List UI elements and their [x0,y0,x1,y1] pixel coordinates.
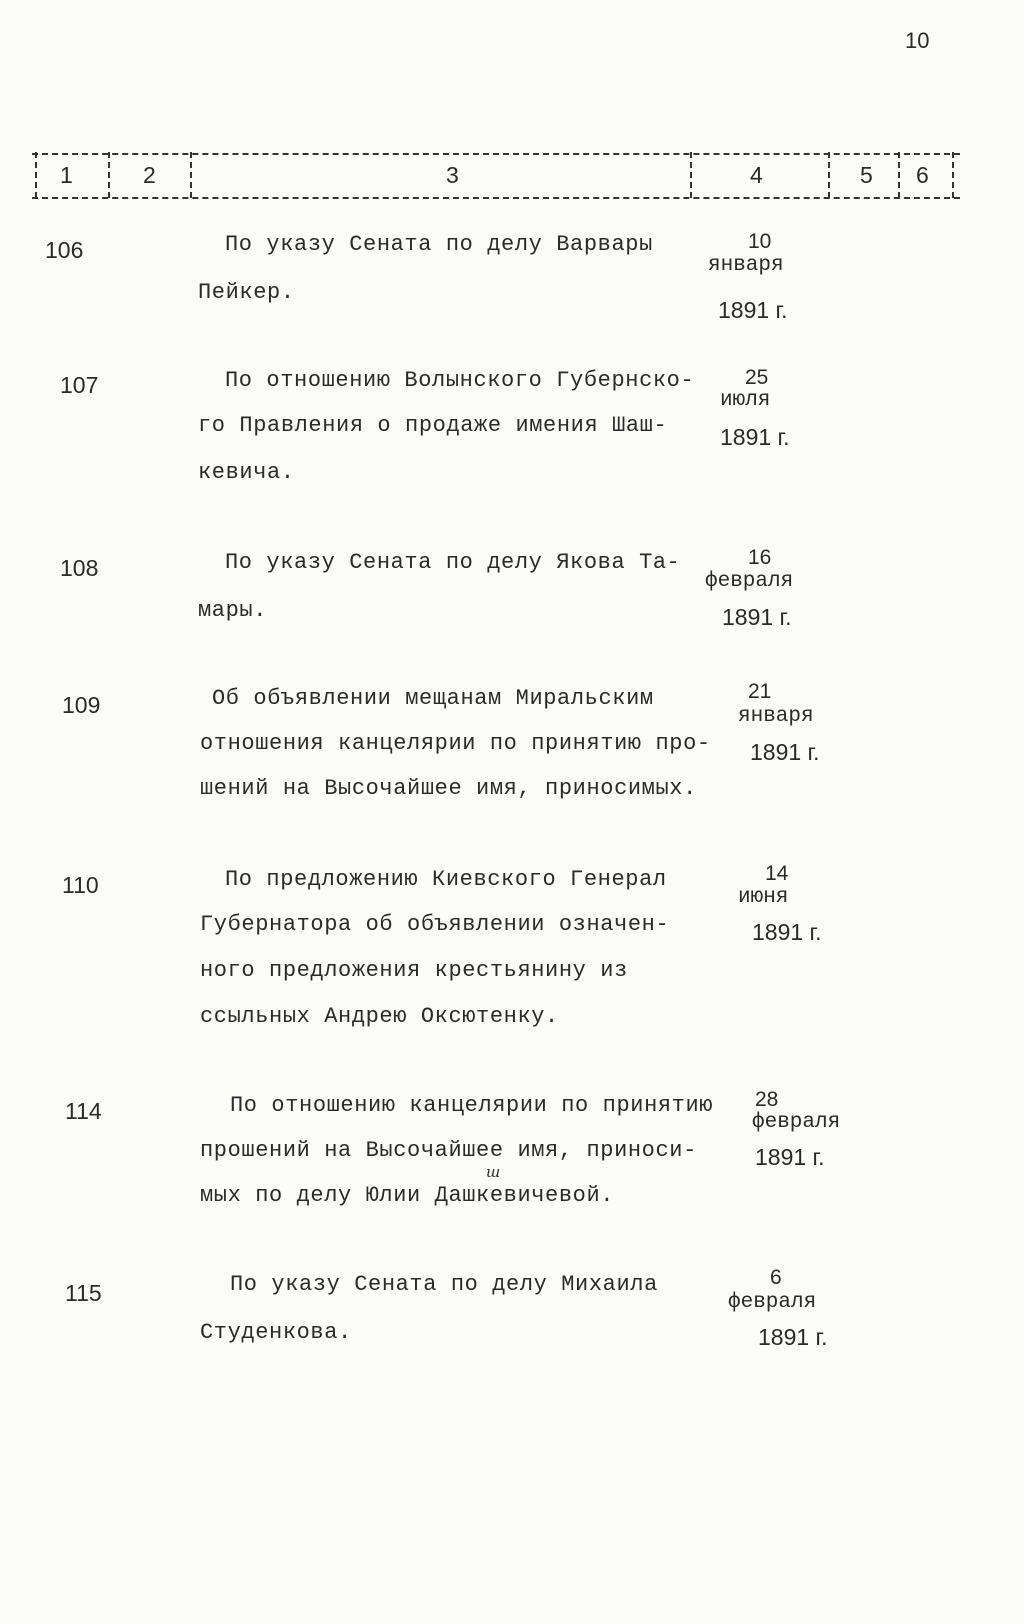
column-divider [190,152,192,198]
entry-date-month: февраля [752,1111,841,1134]
header-bottom-rule [32,197,960,199]
entry-description-line: прошений на Высочайшее имя, приноси- [200,1138,697,1163]
column-header-1: 1 [60,162,73,188]
column-divider [690,152,692,198]
entry-description-line: По указу Сената по делу Михаила [230,1272,658,1297]
entry-description-line: шений на Высочайшее имя, приносимых. [200,776,697,801]
entry-description-line: По указу Сената по делу Якова Та- [225,550,681,575]
column-divider [108,152,110,198]
entry-description-line: По отношению канцелярии по принятию [230,1093,714,1118]
header-top-rule [32,153,960,155]
entry-date-year: 1891 г. [720,424,790,450]
page-number: 10 [905,28,930,53]
column-divider [952,152,954,198]
entry-date-day: 10 [748,230,772,253]
entry-number: 114 [65,1098,102,1124]
entry-date-year: 1891 г. [752,919,822,945]
column-divider [35,152,37,198]
entry-number: 110 [62,872,99,898]
entry-description-line: отношения канцелярии по принятию про- [200,731,711,756]
entry-date-year: 1891 г. [722,604,792,630]
entry-number: 108 [60,555,99,581]
column-divider [898,152,900,198]
entry-date-year: 1891 г. [755,1144,825,1170]
entry-number: 107 [60,372,99,398]
entry-description-line: По предложению Киевского Генерал [225,867,667,892]
entry-date-day: 21 [748,680,772,703]
column-header-2: 2 [143,162,156,188]
entry-date-day: 16 [748,546,772,569]
entry-date-year: 1891 г. [718,297,788,323]
entry-description-line: По отношению Волынского Губернско- [225,368,695,393]
entry-description-line: Губернатора об объявлении означен- [200,912,670,937]
column-divider [828,152,830,198]
entry-description-line: ссыльных Андрею Оксютенку. [200,1004,559,1029]
entry-date-month: июля [720,389,771,412]
column-header-5: 5 [860,162,873,188]
entry-date-day: 25 [745,366,769,389]
entry-number: 115 [65,1280,102,1306]
entry-date-month: января [708,254,784,277]
entry-date-month: июня [738,886,789,909]
entry-date-month: января [738,705,814,728]
entry-description-line: кевича. [198,460,295,485]
entry-date-year: 1891 г. [750,739,820,765]
entry-date-day: 14 [765,862,789,885]
column-header-3: 3 [446,162,459,188]
entry-date-month: февраля [705,570,794,593]
entry-description-line: мых по делу Юлии Дашкевичевой. [200,1183,615,1208]
entry-description-line: Об объявлении мещанам Миральским [212,686,654,711]
entry-number: 106 [45,237,84,263]
column-header-4: 4 [750,162,763,188]
entry-description-line: По указу Сената по делу Варвары [225,232,653,257]
entry-description-line: мары. [198,598,268,623]
entry-date-month: февраля [728,1291,817,1314]
entry-description-line: Пейкер. [198,280,295,305]
handwritten-correction: ш [486,1163,501,1181]
entry-number: 109 [62,692,101,718]
entry-description-line: го Правления о продаже имения Шаш- [198,413,668,438]
column-header-6: 6 [916,162,929,188]
entry-date-year: 1891 г. [758,1324,828,1350]
entry-description-line: ного предложения крестьянину из [200,958,628,983]
entry-date-day: 28 [755,1088,779,1111]
entry-description-line: Студенкова. [200,1320,352,1345]
entry-date-day: 6 [770,1266,782,1289]
